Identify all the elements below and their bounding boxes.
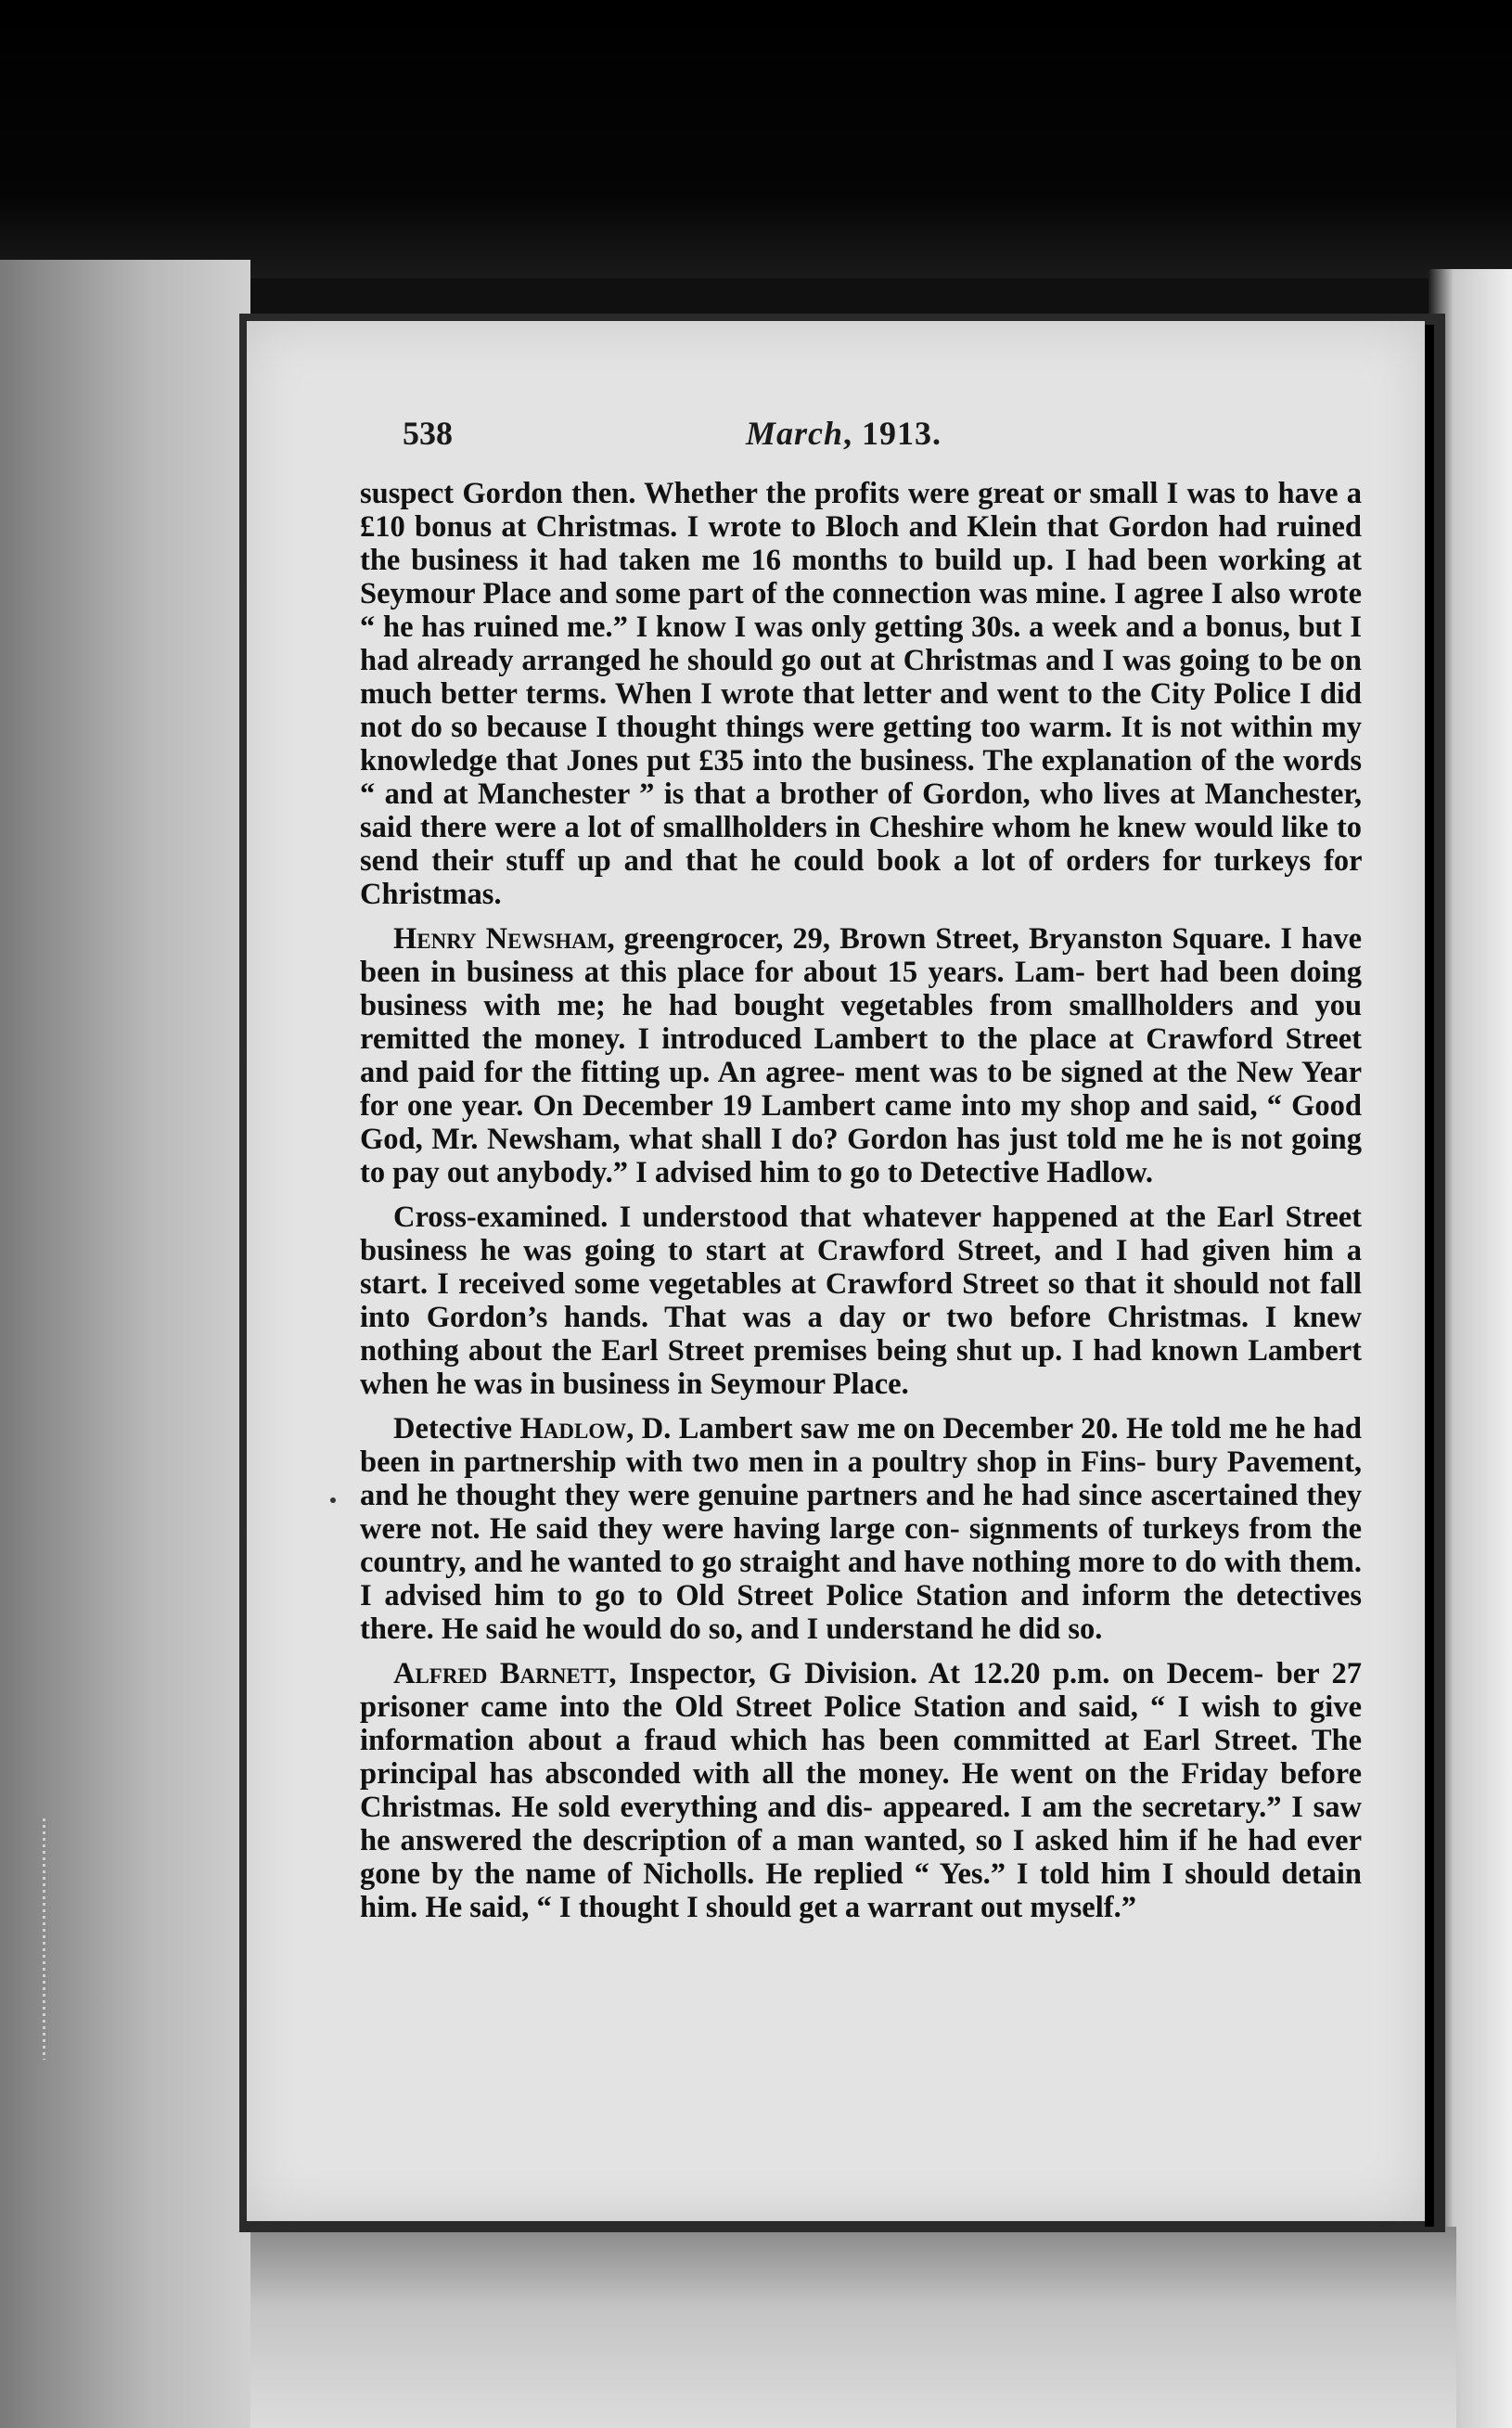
text-line: went on the Friday before Christmas. He sold everything and dis- <box>360 1757 1362 1824</box>
text-line: , greengrocer, 29, Brown Street, Bryanston <box>607 922 1163 956</box>
page-header <box>403 414 1237 460</box>
book-spine <box>1425 325 1434 2227</box>
page-number: 538 <box>403 415 453 452</box>
text-line: a lot of smallholders in Cheshire whom he knew would like to send <box>360 811 1363 878</box>
text-line: only getting 30s. a week and a bonus, but I had already arranged he <box>360 610 1363 677</box>
running-head-month: March <box>746 415 844 452</box>
text-line: was mine. I agree I also wrote “ he has ruined me.” I know I was <box>360 577 1363 644</box>
text-line: warm. It is not within my knowledge that Jones put £35 <box>360 711 1362 777</box>
text-line: and have nothing more to do with them. I advised him to go to Old <box>360 1546 1362 1612</box>
text-line: Street business he was going to start at Crawford Street, and I had <box>360 1201 1363 1267</box>
text-line: Earl Street. The principal has absconded with all the money. He <box>360 1724 1363 1791</box>
text-line: would do so, and I understand he did so. <box>583 1612 1103 1646</box>
top-dark-band <box>0 0 1512 278</box>
text-line: Cross-examined. I understood that whatever happened at the Earl <box>393 1201 1275 1234</box>
text-line: since ascertained they were not. He said they were having large con- <box>360 1479 1362 1546</box>
text-line: before Christmas. I knew nothing about the Earl Street premises being <box>360 1301 1363 1368</box>
text-line: terms. When I wrote that letter and went to the City Police I <box>525 677 1312 711</box>
body-text <box>360 477 1362 1924</box>
text-line: given him a start. I received some vegetables at Crawford Street so <box>360 1234 1362 1301</box>
book-page <box>247 321 1425 2221</box>
bottom-background <box>250 2227 1456 2428</box>
text-line: bury Pavement, and he thought they were genuine partners and he had <box>360 1445 1363 1512</box>
paragraph-2 <box>360 922 1362 1189</box>
text-line: I had been working at Seymour Place and some part of the connection <box>360 544 1363 610</box>
text-line: said, “ I thought I should get a warrant out myself.” <box>469 1891 1136 1924</box>
text-line: Place. <box>832 1368 909 1401</box>
text-line: their stuff up and that he could book a lot of orders for turkeys for <box>431 844 1363 878</box>
text-line: is that a brother of Gordon, who lives at Manchester, said there were <box>360 777 1362 844</box>
paragraph-3 <box>360 1201 1362 1401</box>
text-line: Gordon had ruined the business it had taken me 16 months to build up. <box>360 510 1362 577</box>
text-line: Square. I have been in business at this place for about 15 years. Lam- <box>360 922 1363 989</box>
text-line: to have a £10 bonus at Christmas. I wrote to Bloch and Klein that <box>360 477 1362 544</box>
text-line: anybody.” I advised him to go to Detective Hadlow. <box>496 1156 1153 1189</box>
witness-name: Hadlow <box>519 1412 627 1445</box>
paragraph-1 <box>360 477 1362 911</box>
text-line: Christmas. <box>360 878 502 911</box>
paragraph-4 <box>360 1412 1362 1646</box>
text-line: smallholders and you remitted the money. I introduced Lambert to <box>360 989 1363 1056</box>
text-line: suspect Gordon then. Whether the profits were great or small I was <box>360 477 1236 510</box>
text-line: should go out at Christmas and I was going to be on much better <box>360 644 1363 711</box>
witness-name: Alfred Barnett <box>393 1657 609 1690</box>
text-line: of a man wanted, so I asked him if he had ever gone by the name of <box>360 1824 1363 1891</box>
running-head-year: , 1913. <box>843 415 942 452</box>
text-line: Street Police Station and inform the detectives there. He said he <box>360 1579 1363 1646</box>
text-line: me he had been in partnership with two men in a poultry shop in Fins- <box>360 1412 1362 1479</box>
text-line: shut up. I had known Lambert when he was in business in Seymour <box>360 1334 1362 1401</box>
running-head <box>746 414 942 453</box>
text-line: signments of turkeys from the country, and he wanted to go straight <box>360 1512 1362 1579</box>
text-line: the place at Crawford Street and paid for the fitting up. An agree- <box>360 1022 1362 1089</box>
text-line: Lambert came into my shop and said, “ Good God, Mr. Newsham, <box>360 1089 1362 1156</box>
text-line: bert had been doing business with me; he had bought vegetables from <box>360 956 1363 1022</box>
text-line: Nicholls. He replied “ Yes.” I told him I should detain him. He <box>360 1857 1363 1924</box>
text-line: did not do so because I thought things were getting too <box>360 677 1363 744</box>
paragraph-5 <box>360 1657 1362 1924</box>
text-line: , Inspector, G Division. At 12.20 p.m. on Decem- <box>609 1657 1264 1690</box>
margin-dot <box>330 1497 336 1503</box>
text-line: , D. Lambert saw me on December 20. He told <box>626 1412 1222 1445</box>
text-line: ber 27 prisoner came into the Old Street Police Station and said, “ I <box>360 1657 1362 1724</box>
text-line: what shall I do? Gordon has just told me he is not going to pay out <box>360 1123 1363 1189</box>
witness-name: Henry Newsham <box>393 922 608 956</box>
text-line: into the business. The explanation of the words “ and at Manchester ” <box>360 744 1362 811</box>
film-edge-mark <box>43 1818 45 2060</box>
left-background <box>0 260 250 2428</box>
text-line: appeared. I am the secretary.” I saw he answered the description <box>360 1791 1362 1857</box>
text-line: wish to give information about a fraud which has been committed at <box>360 1690 1363 1757</box>
text-line: that it should not fall into Gordon’s hands. That was a day or two <box>360 1267 1363 1334</box>
text-line: Detective <box>393 1412 520 1445</box>
text-line: ment was to be signed at the New Year for one year. On December 19 <box>360 1056 1362 1123</box>
